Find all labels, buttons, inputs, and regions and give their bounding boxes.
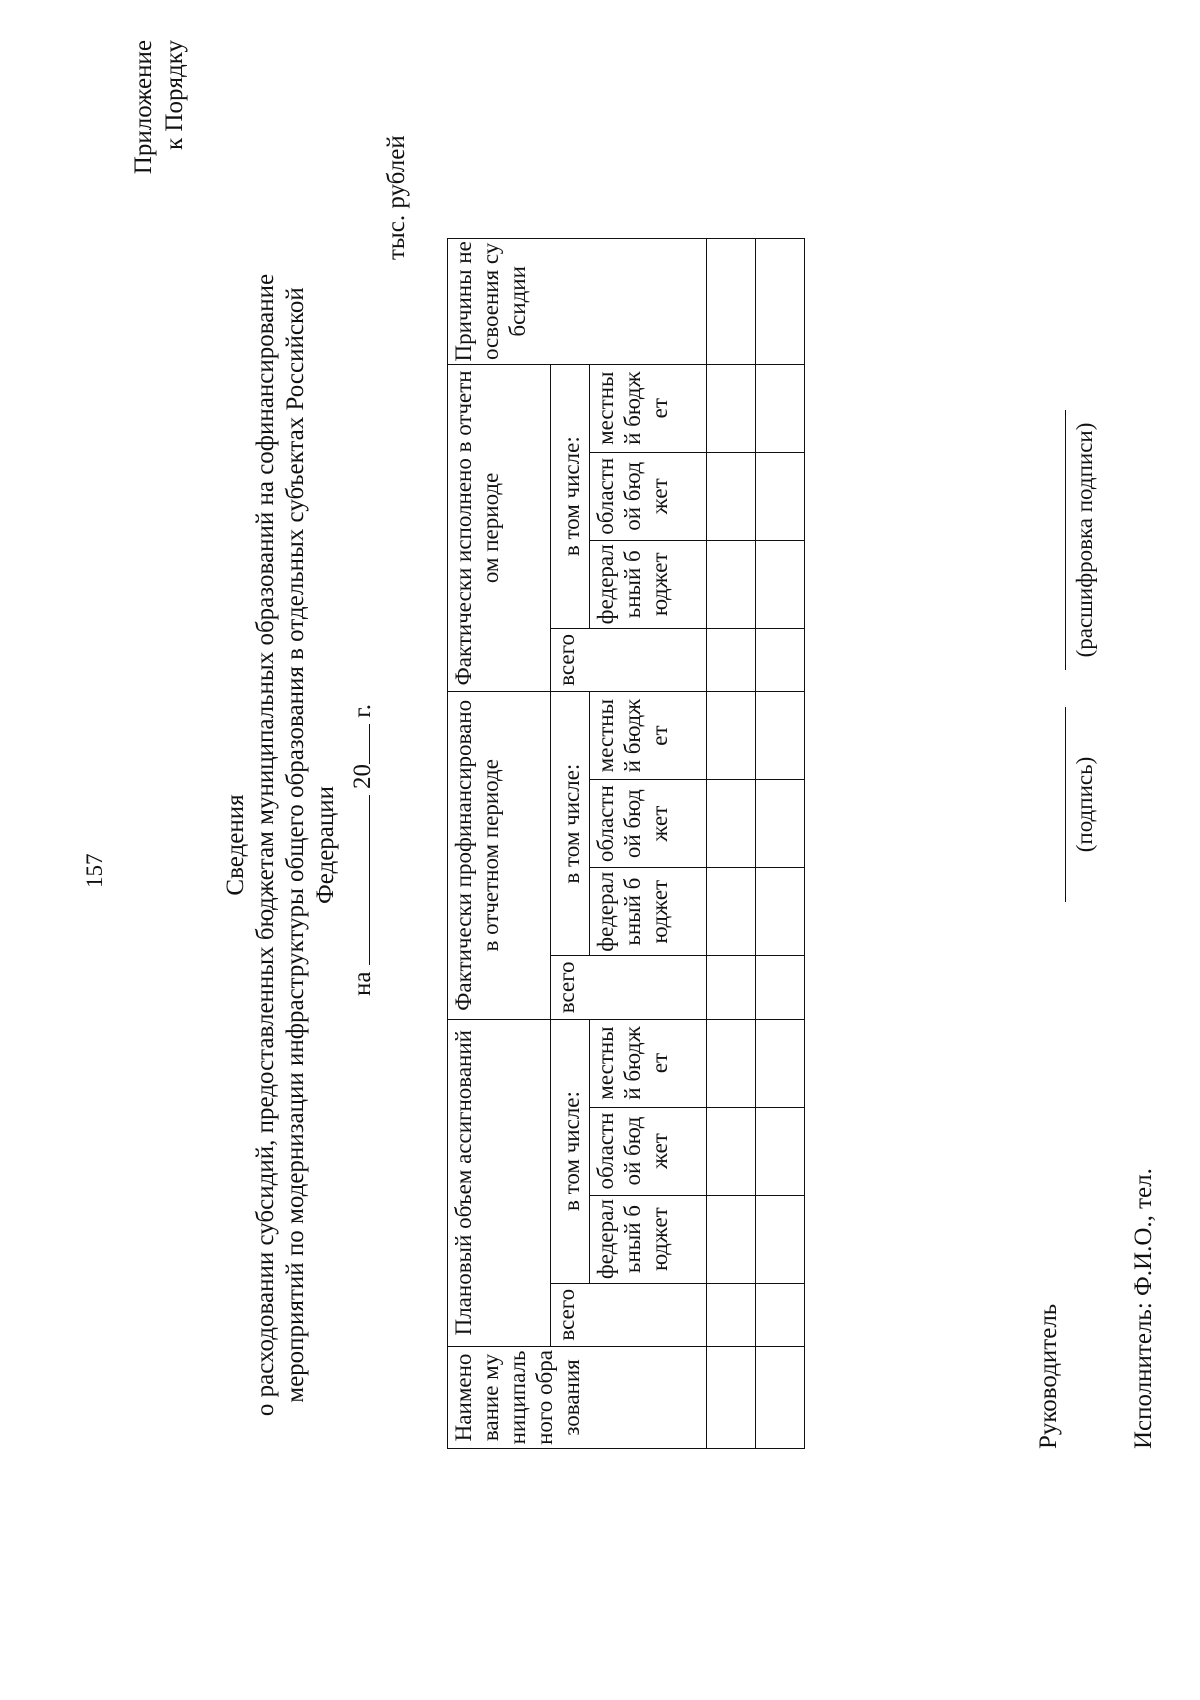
table-cell[interactable]	[707, 1195, 756, 1283]
year-suffix: г.	[349, 704, 376, 718]
appendix-note	[128, 40, 190, 300]
header-planned-volume: Плановый объем ассигнований	[448, 1019, 551, 1346]
header-executed-including: в том числе:	[551, 364, 590, 628]
table-cell[interactable]	[707, 780, 756, 868]
table-cell[interactable]	[707, 628, 756, 691]
table-cell[interactable]	[756, 1346, 805, 1448]
document-title	[221, 230, 341, 1460]
table-row	[756, 239, 805, 1449]
report-table	[447, 238, 805, 1449]
header-financed-including: в том числе:	[551, 692, 590, 956]
header-actually-financed: Фактически профинансировано в отчетном периоде	[448, 692, 551, 1019]
table-row	[707, 239, 756, 1449]
header-executed-regional: областной бюджет	[590, 452, 707, 540]
table-cell[interactable]	[756, 628, 805, 691]
table-cell[interactable]	[707, 956, 756, 1019]
signature-line[interactable]	[1065, 707, 1066, 902]
header-planned-including: в том числе:	[551, 1019, 590, 1283]
table-cell[interactable]	[756, 1019, 805, 1107]
director-label: Руководитель	[1035, 1303, 1062, 1449]
date-blank	[349, 795, 370, 965]
table-cell[interactable]	[707, 692, 756, 780]
header-reasons: Причины неосвоения субсидии	[448, 239, 707, 365]
year-blank	[349, 724, 370, 764]
table-cell[interactable]	[756, 692, 805, 780]
appendix-line-1: Приложение	[130, 40, 157, 175]
signature-decode-caption: (расшифровка подписи)	[1072, 422, 1097, 658]
title-line-3: Федерации	[312, 785, 339, 905]
table-cell[interactable]	[756, 780, 805, 868]
title-line-2: мероприятий по модернизации инфраструктуры общего образования в отдельных субъектах Российской	[282, 287, 309, 1403]
signature-decode-line[interactable]	[1065, 410, 1066, 670]
table-cell[interactable]	[707, 239, 756, 365]
page-number: 157	[82, 853, 107, 888]
year-prefix: 20	[349, 763, 376, 789]
table-cell[interactable]	[707, 540, 756, 628]
header-planned-regional: областной бюджет	[590, 1107, 707, 1195]
header-planned-federal: федеральный бюджет	[590, 1195, 707, 1283]
table-cell[interactable]	[756, 452, 805, 540]
header-executed-local: местный бюджет	[590, 364, 707, 452]
header-financed-federal: федеральный бюджет	[590, 868, 707, 956]
table-cell[interactable]	[756, 1107, 805, 1195]
table-cell[interactable]	[756, 956, 805, 1019]
table-cell[interactable]	[756, 239, 805, 365]
table-cell[interactable]	[707, 1346, 756, 1448]
header-financed-total: всего	[551, 956, 707, 1019]
header-executed-federal: федеральный бюджет	[590, 540, 707, 628]
table-cell[interactable]	[756, 364, 805, 452]
executor-line: Исполнитель: Ф.И.О., тел.	[1130, 1168, 1157, 1449]
header-executed-total: всего	[551, 628, 707, 691]
table-cell[interactable]	[707, 1019, 756, 1107]
appendix-line-2: к Порядку	[161, 40, 188, 150]
title-line-1: о расходовании субсидий, предоставленных бюджетам муниципальных образований на софинансирование	[252, 273, 279, 1417]
units-label: тыс. рублей	[383, 135, 410, 260]
table-cell[interactable]	[756, 540, 805, 628]
signature-caption: (подпись)	[1072, 756, 1097, 853]
table-cell[interactable]	[707, 452, 756, 540]
table-cell[interactable]	[756, 868, 805, 956]
header-planned-total: всего	[551, 1283, 707, 1346]
header-financed-local: местный бюджет	[590, 692, 707, 780]
report-date-line	[349, 0, 377, 1700]
title-heading: Сведения	[222, 794, 249, 896]
date-prefix: на	[349, 971, 376, 996]
table-cell[interactable]	[707, 1107, 756, 1195]
table-cell[interactable]	[756, 1283, 805, 1346]
header-municipality: Наименование муниципального образования	[448, 1346, 707, 1448]
header-planned-local: местный бюджет	[590, 1019, 707, 1107]
header-actually-executed: Фактически исполнено в отчетном периоде	[448, 364, 551, 691]
header-financed-regional: областной бюджет	[590, 780, 707, 868]
table-cell[interactable]	[707, 364, 756, 452]
table-cell[interactable]	[756, 1195, 805, 1283]
table-cell[interactable]	[707, 1283, 756, 1346]
table-cell[interactable]	[707, 868, 756, 956]
